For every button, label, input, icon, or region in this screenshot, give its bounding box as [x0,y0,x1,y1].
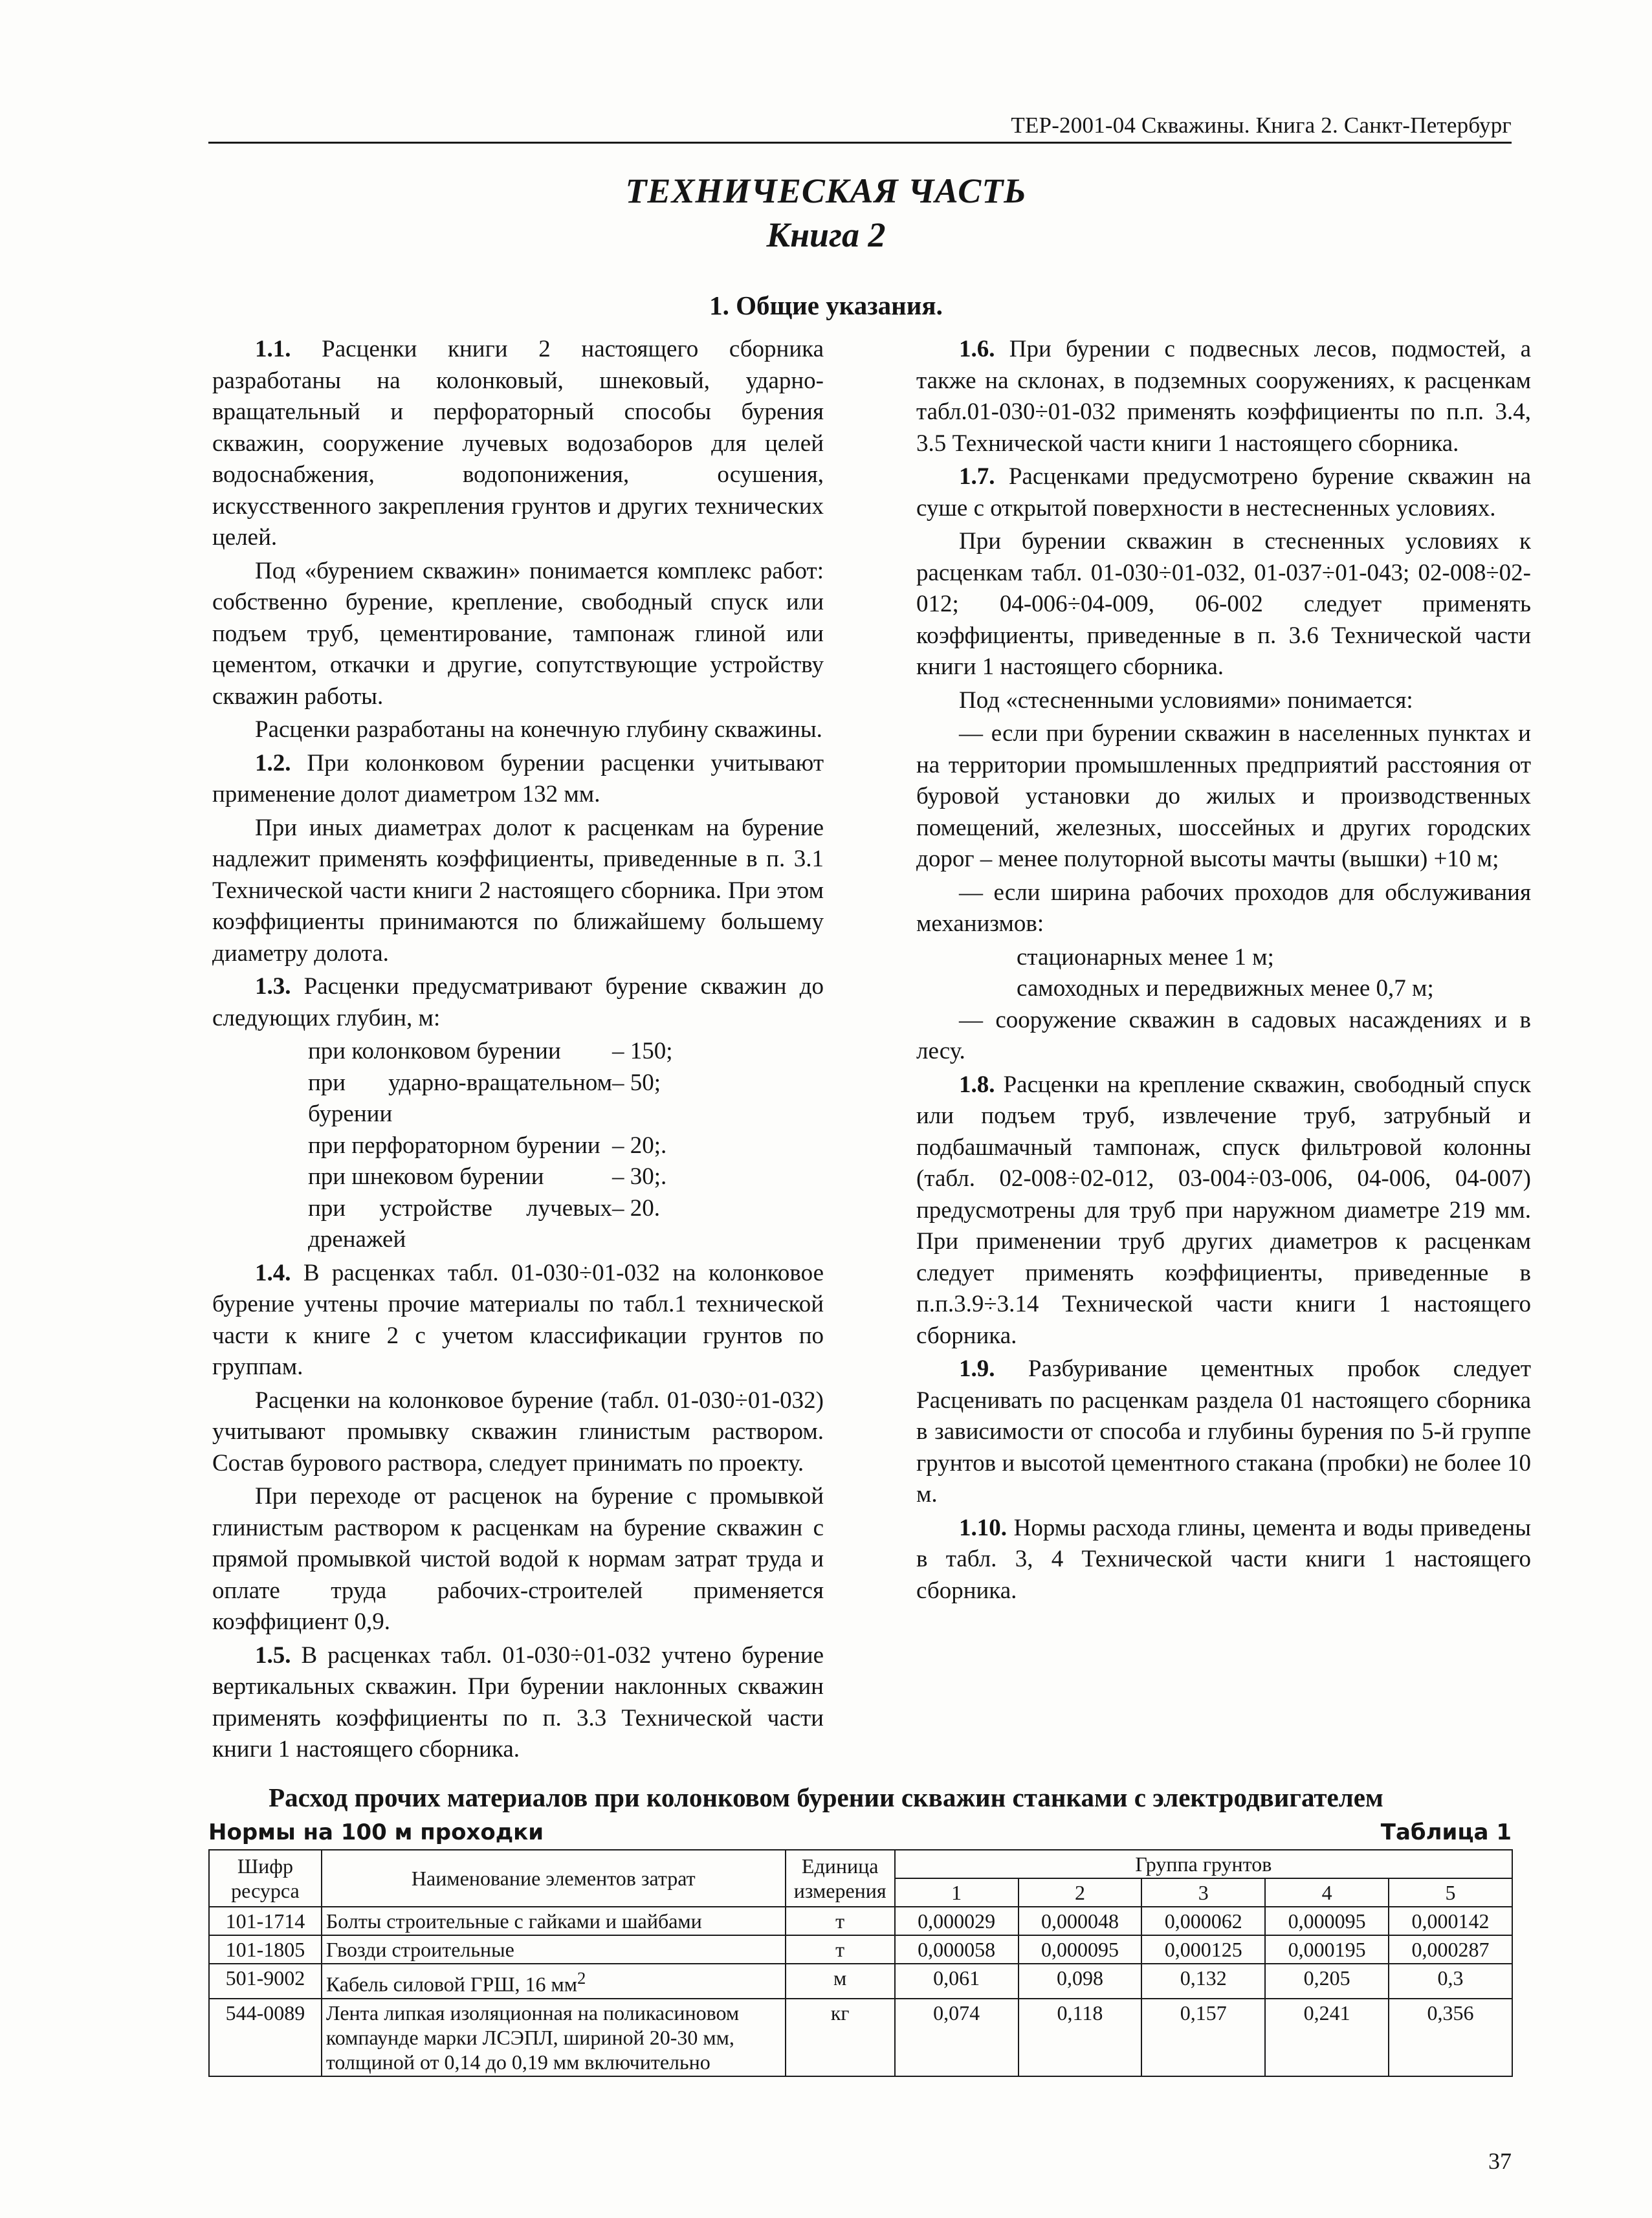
paragraph-1-6 [916,334,1531,459]
header-group: Группа грунтов [895,1850,1512,1878]
cell-value: 0,241 [1265,1999,1389,2076]
clause-text: В расценках табл. 01-030÷01-032 на колонковое бурение учтены прочие материалы по табл.1 технической части к книге 2 с учетом классификации грунтов по группам. [212,1259,824,1380]
header-group-number: 5 [1389,1878,1512,1907]
table-row [209,1964,1512,1999]
paragraph-1-4 [212,1258,824,1383]
cell-value: 0,074 [895,1999,1019,2076]
cell-value: 0,205 [1265,1964,1389,1999]
table-row [209,1935,1512,1964]
cell-value: 0,000029 [895,1907,1019,1935]
clause-number: 1.10. [959,1514,1007,1541]
norms-label: Нормы на 100 м проходки [208,1819,544,1845]
paragraph-1-10 [916,1513,1531,1607]
cell-name: Гвозди строительные [322,1935,786,1964]
header-unit: Единица измерения [786,1850,895,1907]
clause-text: При колонковом бурении расценки учитывают применение долот диаметром 132 мм. [212,749,824,807]
cell-value: 0,000062 [1141,1907,1265,1935]
clause-text: Расценки книги 2 настоящего сборника разработаны на колонковый, шнековый, ударно-вращательный и перфораторный способы бурения скважин, сооружение лучевых водозаборов для целей водоснабжения, водопонижения, осушения, искусственного закрепления грунтов и других технических целей. [212,336,824,551]
cell-code: 101-1714 [209,1907,322,1935]
depth-item [308,1036,824,1068]
paragraph: — сооружение скважин в садовых насаждениях и в лесу. [916,1006,1531,1064]
depth-item [308,1068,824,1130]
clause-number: 1.4. [255,1259,291,1286]
cell-name: Болты строительные с гайками и шайбами [322,1907,786,1935]
depth-item [308,1130,824,1162]
header-group-number: 1 [895,1878,1019,1907]
cell-value: 0,000195 [1265,1935,1389,1964]
header-group-number: 2 [1019,1878,1142,1907]
width-item: самоходных и передвижных менее 0,7 м; [1017,975,1434,1002]
paragraph-1-3 [212,971,824,1034]
clause-number: 1.2. [255,749,291,776]
clause-text: Разбуривание цементных пробок следует Расценивать по расценкам раздела 01 настоящего сборника в зависимости от способа и глубины бурения по 5-й группе грунтов и высотой цементного стакана (пробки) не более 10 м. [916,1356,1531,1508]
clause-number: 1.8. [959,1071,995,1098]
cell-name-text: Кабель силовой ГРШ, 16 мм [325,1972,577,1996]
cell-value: 0,061 [895,1964,1019,1999]
cell-unit: кг [786,1999,895,2076]
clause-text: Расценки предусматривают бурение скважин до следующих глубин, м: [212,973,824,1031]
header-group-number: 3 [1141,1878,1265,1907]
table-row [209,1907,1512,1935]
cell-value: 0,098 [1019,1964,1142,1999]
header-group-number: 4 [1265,1878,1389,1907]
superscript: 2 [577,1968,586,1988]
depth-item [308,1193,824,1256]
page-number: 37 [1488,2148,1512,2174]
cell-value: 0,000058 [895,1935,1019,1964]
clause-text: Расценки на крепление скважин, свободный спуск или подъем труб, извлечение труб, затрубный и подбашмачный тампонаж, спуск фильтровой колонны (табл. 02-008÷02-012, 03-004÷03-006, 04-006, 04-007) предусмотрены для труб при наружном диаметре 219 мм. При применении труб других диаметров к расценкам следует применять коэффициенты, приведенные в п.п.3.9÷3.14 Технической части книги 1 настоящего сборника. [916,1071,1531,1349]
cell-code: 544-0089 [209,1999,322,2076]
cell-value: 0,356 [1389,1999,1512,2076]
paragraph: При бурении скважин в стесненных условиях к расценкам табл. 01-030÷01-032, 01-037÷01-043; 02-008÷02-012; 04-006÷04-009, 06-002 следует применять коэффициенты, приведенные в п. 3.6 Технической части книги 1 настоящего сборника. [916,528,1531,680]
header-rule [208,142,1512,144]
cell-value: 0,157 [1141,1999,1265,2076]
cell-value: 0,000142 [1389,1907,1512,1935]
depth-item [308,1161,824,1193]
cell-value: 0,118 [1019,1999,1142,2076]
book-subtitle: Книга 2 [766,215,886,254]
materials-table [208,1849,1513,2077]
right-column [916,334,1531,1609]
depth-label: при устройстве лучевых дренажей [308,1194,612,1253]
cell-value: 0,000048 [1019,1907,1142,1935]
cell-value: 0,132 [1141,1964,1265,1999]
paragraph: Расценки на колонковое бурение (табл. 01-030÷01-032) учитывают промывку скважин глинистым раствором. Состав бурового раствора, следует принимать по проекту. [212,1387,824,1477]
cell-name: Лента липкая изоляционная на поликасиновом компаунде марки ЛСЭПЛ, шириной 20-30 мм, толщиной от 0,14 до 0,19 мм включительно [322,1999,786,2076]
section-heading: 1. Общие указания. [709,291,943,320]
header-name: Наименование элементов затрат [322,1850,786,1907]
clause-text: Нормы расхода глины, цемента и воды приведены в табл. 3, 4 Технической части книги 1 настоящего сборника. [916,1514,1531,1604]
paragraph-1-7 [916,461,1531,524]
paragraph: При иных диаметрах долот к расценкам на бурение надлежит применять коэффициенты, приведенные в п. 3.1 Технической части книги 2 настоящего сборника. При этом коэффициенты принимаются по ближайшему большему диаметру долота. [212,814,824,967]
clause-number: 1.1. [255,336,291,362]
cell-unit: м [786,1964,895,1999]
cell-name [322,1964,786,1999]
depth-value: – 20;. [612,1132,667,1159]
clause-number: 1.5. [255,1642,291,1669]
left-column [212,334,824,1768]
table-number: Таблица 1 [1380,1819,1512,1845]
document-title: ТЕХНИЧЕСКАЯ ЧАСТЬ [625,171,1027,210]
paragraph-1-8 [916,1070,1531,1352]
cell-value: 0,000095 [1019,1935,1142,1964]
depth-label: при шнековом бурении [308,1163,544,1190]
table-heading: Расход прочих материалов при колонковом бурении скважин станками с электродвигателем [269,1783,1383,1812]
table-header-row [209,1850,1512,1878]
paragraph: Под «бурением скважин» понимается комплекс работ: собственно бурение, крепление, свободный спуск или подъем труб, цементирование, тампонаж глиной или цементом, откачки и другие, сопутствующие устройству скважин работы. [212,557,824,710]
clause-text: В расценках табл. 01-030÷01-032 учтено бурение вертикальных скважин. При бурении наклонных скважин применять коэффициенты по п. 3.3 Технической части книги 1 настоящего сборника. [212,1642,824,1762]
depth-value: – 20. [612,1194,660,1222]
depth-value: – 150; [612,1038,673,1064]
cell-code: 501-9002 [209,1964,322,1999]
clause-text: Расценками предусмотрено бурение скважин на суше с открытой поверхности в нестесненных условиях. [916,463,1532,522]
depth-label: при колонковом бурении [308,1038,561,1064]
paragraph-1-1 [212,334,824,554]
paragraph-1-2 [212,748,824,811]
clause-number: 1.3. [255,973,291,1000]
cell-value: 0,000287 [1389,1935,1512,1964]
paragraph-1-9 [916,1354,1531,1511]
cell-unit: т [786,1907,895,1935]
depth-label: при ударно-вращательном бурении [308,1069,612,1127]
depth-value: – 30;. [612,1163,667,1190]
width-item: стационарных менее 1 м; [1017,943,1274,971]
paragraph: При переходе от расценок на бурение с промывкой глинистым раствором к расценкам на бурение скважин с прямой промывкой чистой водой к нормам затрат труда и оплате труда рабочих-строителей применяется коэффициент 0,9. [212,1483,824,1635]
paragraph: Расценки разработаны на конечную глубину скважины. [255,716,822,743]
paragraph: Под «стесненными условиями» понимается: [959,686,1413,714]
cell-code: 101-1805 [209,1935,322,1964]
width-list [916,942,1531,1005]
clause-number: 1.7. [959,463,995,490]
cell-value: 0,3 [1389,1964,1512,1999]
cell-value: 0,000095 [1265,1907,1389,1935]
running-header: ТЕР-2001-04 Скважины. Книга 2. Санкт-Петербург [1011,113,1512,138]
depth-label: при перфораторном бурении [308,1132,600,1159]
paragraph: — если ширина рабочих проходов для обслуживания механизмов: [916,879,1531,937]
depth-list [212,1036,824,1256]
table-row [209,1999,1512,2076]
cell-unit: т [786,1935,895,1964]
depth-value: – 50; [612,1069,661,1096]
clause-number: 1.6. [959,336,995,362]
clause-text: При бурении с подвесных лесов, подмостей, а также на склонах, в подземных сооружениях, к расценкам табл.01-030÷01-032 применять коэффициенты по п.п. 3.4, 3.5 Технической части книги 1 настоящего сборника. [916,336,1531,457]
header-code: Шифр ресурса [209,1850,322,1907]
clause-number: 1.9. [959,1356,995,1382]
cell-value: 0,000125 [1141,1935,1265,1964]
paragraph: — если при бурении скважин в населенных пунктах и на территории промышленных предприятий расстояния от буровой установки до жилых и производственных помещений, железных, шоссейных и других городских дорог – менее полуторной высоты мачты (вышки) +10 м; [916,720,1531,872]
paragraph-1-5 [212,1640,824,1766]
